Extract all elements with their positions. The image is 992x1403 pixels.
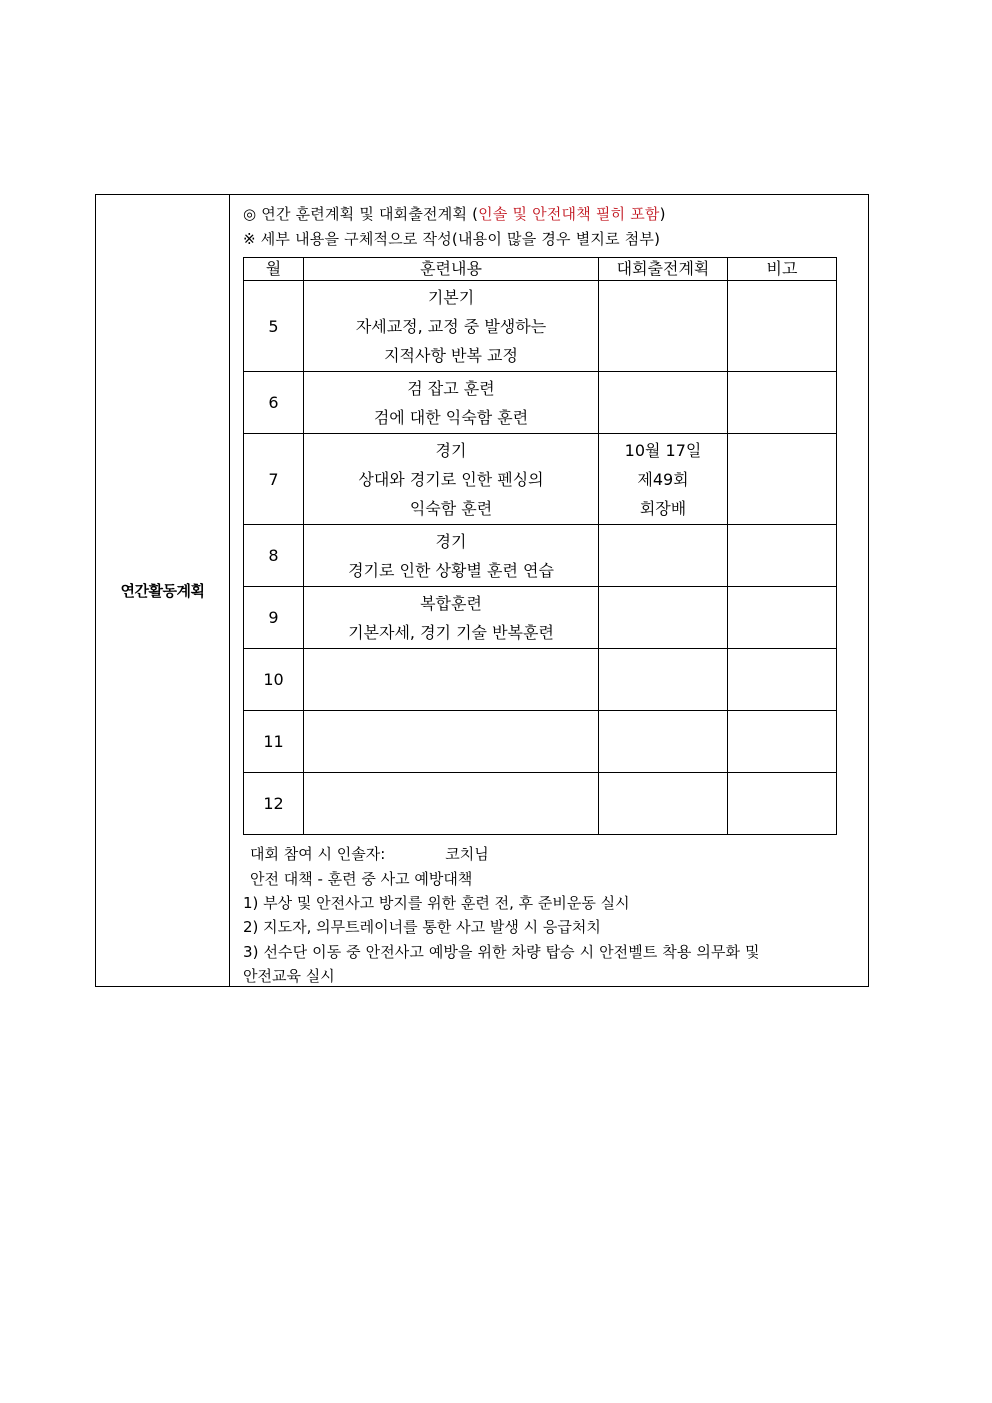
content-line: 검 잡고 훈련 xyxy=(407,378,495,398)
safety-title: 안전 대책 - 훈련 중 사고 예방대책 xyxy=(250,870,473,888)
content-cell xyxy=(304,372,599,434)
content-cell xyxy=(304,773,599,835)
month-cell: 5 xyxy=(244,281,304,372)
content-line: 자세교정, 교정 중 발생하는 xyxy=(355,316,547,336)
content-line: 경기로 인한 상황별 훈련 연습 xyxy=(348,560,554,580)
content-line: 상대와 경기로 인한 펜싱의 xyxy=(358,469,544,489)
note-cell xyxy=(728,434,837,525)
table-header-row xyxy=(244,258,837,281)
safety-item-2: 2) 지도자, 의무트레이너를 통한 사고 발생 시 응급처치 xyxy=(243,918,601,936)
note-cell xyxy=(728,711,837,773)
header-suffix: ) xyxy=(659,205,666,223)
safety-item-1: 1) 부상 및 안전사고 방지를 위한 훈련 전, 후 준비운동 실시 xyxy=(243,894,630,912)
month-cell: 9 xyxy=(244,587,304,649)
content-line: 복합훈련 xyxy=(420,593,482,613)
header-line-1 xyxy=(243,203,666,224)
competition-line: 제49회 xyxy=(637,469,689,489)
col-header-content: 훈련내용 xyxy=(304,258,599,281)
table-row xyxy=(244,434,837,525)
header-highlight: 인솔 및 안전대책 필히 포함 xyxy=(478,205,660,223)
section-label: 연간활동계획 xyxy=(96,195,230,986)
competition-cell xyxy=(599,711,728,773)
content-line: 기본자세, 경기 기술 반복훈련 xyxy=(348,622,554,642)
note-cell xyxy=(728,587,837,649)
table-row xyxy=(244,711,837,773)
note-cell xyxy=(728,649,837,711)
month-cell: 8 xyxy=(244,525,304,587)
col-header-month: 월 xyxy=(244,258,304,281)
content-line: 익숙함 훈련 xyxy=(409,498,493,518)
note-cell xyxy=(728,281,837,372)
content-line: 검에 대한 익숙함 훈련 xyxy=(373,407,529,427)
competition-cell xyxy=(599,434,728,525)
competition-line: 10월 17일 xyxy=(624,440,702,460)
content-line: 기본기 xyxy=(427,287,475,307)
competition-line: 회장배 xyxy=(639,498,687,518)
competition-cell xyxy=(599,587,728,649)
competition-cell xyxy=(599,649,728,711)
month-cell: 6 xyxy=(244,372,304,434)
table-row xyxy=(244,281,837,372)
content-line: 지적사항 반복 교정 xyxy=(384,345,518,365)
note-cell xyxy=(728,372,837,434)
competition-cell xyxy=(599,773,728,835)
month-cell: 10 xyxy=(244,649,304,711)
table-row xyxy=(244,773,837,835)
safety-item-3-line-1: 3) 선수단 이동 중 안전사고 예방을 위한 차량 탑승 시 안전벨트 착용 의무화 및 xyxy=(243,943,760,961)
content-cell xyxy=(304,281,599,372)
content-cell xyxy=(304,711,599,773)
competition-cell xyxy=(599,525,728,587)
month-cell: 7 xyxy=(244,434,304,525)
table-row xyxy=(244,587,837,649)
content-line: 경기 xyxy=(435,531,467,551)
plan-table xyxy=(243,257,837,835)
activity-plan-box xyxy=(95,194,869,987)
note-cell xyxy=(728,525,837,587)
note-cell xyxy=(728,773,837,835)
content-cell xyxy=(304,649,599,711)
content-cell xyxy=(304,434,599,525)
header-line-2: ※ 세부 내용을 구체적으로 작성(내용이 많을 경우 별지로 첨부) xyxy=(243,230,661,248)
plan-content xyxy=(230,195,868,986)
header-prefix: ◎ 연간 훈련계획 및 대회출전계획 ( xyxy=(243,205,479,223)
month-cell: 11 xyxy=(244,711,304,773)
col-header-competition: 대회출전계획 xyxy=(599,258,728,281)
safety-item-3-line-2: 안전교육 실시 xyxy=(243,967,335,985)
leader-value: 코치님 xyxy=(445,845,489,863)
content-cell xyxy=(304,525,599,587)
table-row xyxy=(244,372,837,434)
competition-cell xyxy=(599,372,728,434)
content-line: 경기 xyxy=(435,440,467,460)
leader-line xyxy=(250,843,489,864)
table-row xyxy=(244,649,837,711)
content-cell xyxy=(304,587,599,649)
table-row xyxy=(244,525,837,587)
month-cell: 12 xyxy=(244,773,304,835)
col-header-note: 비고 xyxy=(728,258,837,281)
leader-label: 대회 참여 시 인솔자: xyxy=(250,845,386,863)
competition-cell xyxy=(599,281,728,372)
